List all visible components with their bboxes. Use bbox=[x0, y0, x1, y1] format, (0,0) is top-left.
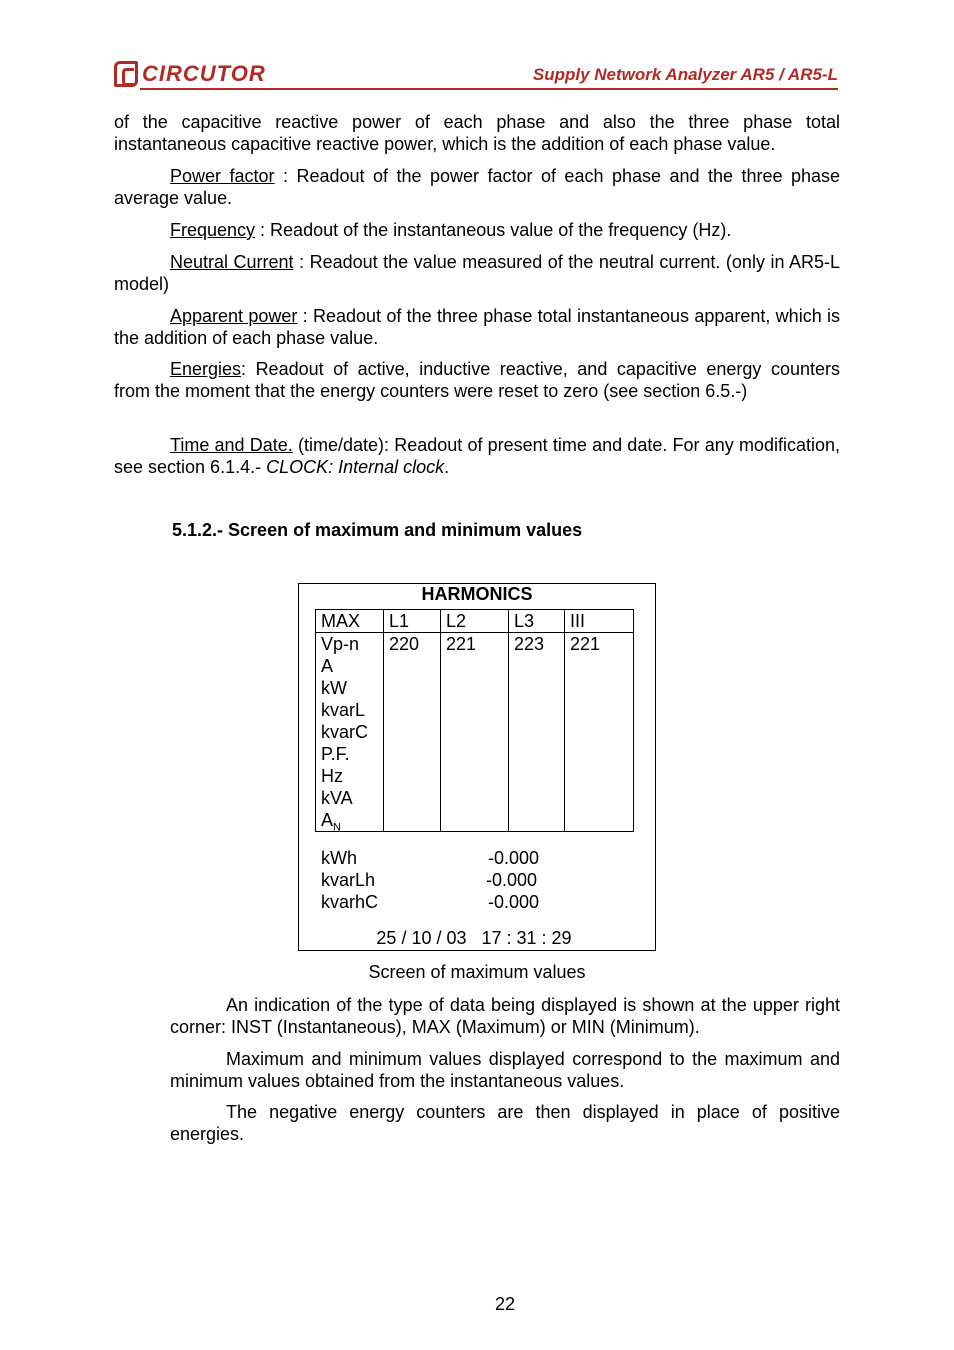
paragraph-text: : Readout of the three phase total instantaneous apparent, which is the addition of each phase value. bbox=[114, 306, 841, 348]
page-number: 22 bbox=[494, 1294, 516, 1314]
column-header: III bbox=[570, 611, 586, 631]
mode-indicator: MAX bbox=[321, 611, 361, 631]
value-l1: 220 bbox=[389, 634, 420, 654]
energy-label: kWh bbox=[321, 848, 357, 868]
column-header: L1 bbox=[389, 611, 410, 631]
paragraph-energies bbox=[114, 358, 840, 402]
value-iii: 221 bbox=[570, 634, 601, 654]
column-header: L3 bbox=[514, 611, 535, 631]
document-title: Supply Network Analyzer AR5 / AR5-L bbox=[532, 65, 838, 84]
paragraph-negative-energy: The negative energy counters are then displayed in place of positive energies. bbox=[170, 1102, 840, 1144]
circutor-logo bbox=[114, 58, 266, 90]
column-header: L2 bbox=[446, 611, 467, 631]
row-label: kVA bbox=[321, 788, 353, 808]
screen-datetime: 25 / 10 / 03 17 : 31 : 29 bbox=[376, 928, 572, 948]
screen-title: HARMONICS bbox=[421, 584, 533, 604]
paragraph-text: : Readout of the instantaneous value of the frequency (Hz). bbox=[255, 220, 732, 240]
row-label: A bbox=[321, 656, 334, 676]
column-divider bbox=[383, 610, 384, 831]
figure-caption: Screen of maximum values bbox=[368, 962, 586, 982]
energy-value: -0.000 bbox=[488, 892, 540, 912]
paragraph-neutral-current bbox=[114, 251, 840, 295]
paragraph-text-end: . bbox=[444, 457, 450, 477]
row-label: kvarC bbox=[321, 722, 369, 742]
energy-value: -0.000 bbox=[488, 848, 540, 868]
energy-label: kvarhC bbox=[321, 892, 379, 912]
column-divider bbox=[564, 610, 565, 831]
energy-value: -0.000 bbox=[486, 870, 538, 890]
paragraph-frequency bbox=[114, 219, 840, 241]
paragraph-text: (time/date): Readout of present time and date. For any modification, see section 6.1.4.- bbox=[114, 435, 840, 477]
energy-label: kvarLh bbox=[321, 870, 376, 890]
term-frequency: Frequency bbox=[170, 220, 256, 240]
term-neutral-current: Neutral Current bbox=[170, 252, 294, 272]
section-heading: 5.1.2.- Screen of maximum and minimum values bbox=[172, 520, 583, 540]
paragraph-time-date bbox=[114, 434, 840, 478]
row-label: Vp-n bbox=[321, 634, 360, 654]
value-l2: 221 bbox=[446, 634, 477, 654]
paragraph-indication: An indication of the type of data being displayed is shown at the upper right corner: INST (Instantaneous), MAX (Maximum) or MIN (Minimum). bbox=[170, 995, 840, 1037]
term-energies: Energies bbox=[170, 359, 242, 379]
neutral-label: A bbox=[321, 810, 334, 830]
row-label: P.F. bbox=[321, 744, 350, 764]
row-labels bbox=[321, 633, 368, 839]
column-divider bbox=[440, 610, 441, 831]
paragraph-text: of the capacitive reactive power of each phase and also the three phase total instantaneous capacitive reactive power, which is the addition of each phase value. bbox=[114, 112, 840, 154]
paragraph-max-min: Maximum and minimum values displayed correspond to the maximum and minimum values obtained from the instantaneous values. bbox=[170, 1049, 840, 1091]
term-power-factor: Power factor bbox=[170, 166, 275, 186]
paragraph-capacitive bbox=[114, 111, 840, 155]
clock-reference: CLOCK: Internal clock bbox=[266, 457, 445, 477]
column-divider bbox=[508, 610, 509, 831]
row-label: kvarL bbox=[321, 700, 366, 720]
values-table bbox=[315, 609, 634, 832]
term-apparent-power: Apparent power bbox=[170, 306, 298, 326]
paragraph-apparent-power bbox=[114, 305, 840, 349]
row-label: kW bbox=[321, 678, 347, 698]
term-time-date: Time and Date. bbox=[170, 435, 293, 455]
neutral-subscript: N bbox=[333, 821, 341, 834]
paragraph-text: : Readout the value measured of the neutral current. (only in AR5-L model) bbox=[114, 252, 840, 294]
paragraph-power-factor bbox=[114, 165, 840, 209]
value-l3: 223 bbox=[514, 634, 545, 654]
paragraph-text: : Readout of the power factor of each phase and the three phase average value. bbox=[114, 166, 840, 208]
row-label: Hz bbox=[321, 766, 343, 786]
paragraph-text: : Readout of active, inductive reactive, and capacitive energy counters from the moment that the energy counters were reset to zero (see section 6.5.-) bbox=[114, 359, 840, 401]
row-label-neutral bbox=[321, 809, 368, 839]
logo-text: CIRCUTOR bbox=[142, 61, 266, 86]
header-divider bbox=[140, 88, 838, 90]
circutor-logo-icon bbox=[114, 61, 138, 87]
